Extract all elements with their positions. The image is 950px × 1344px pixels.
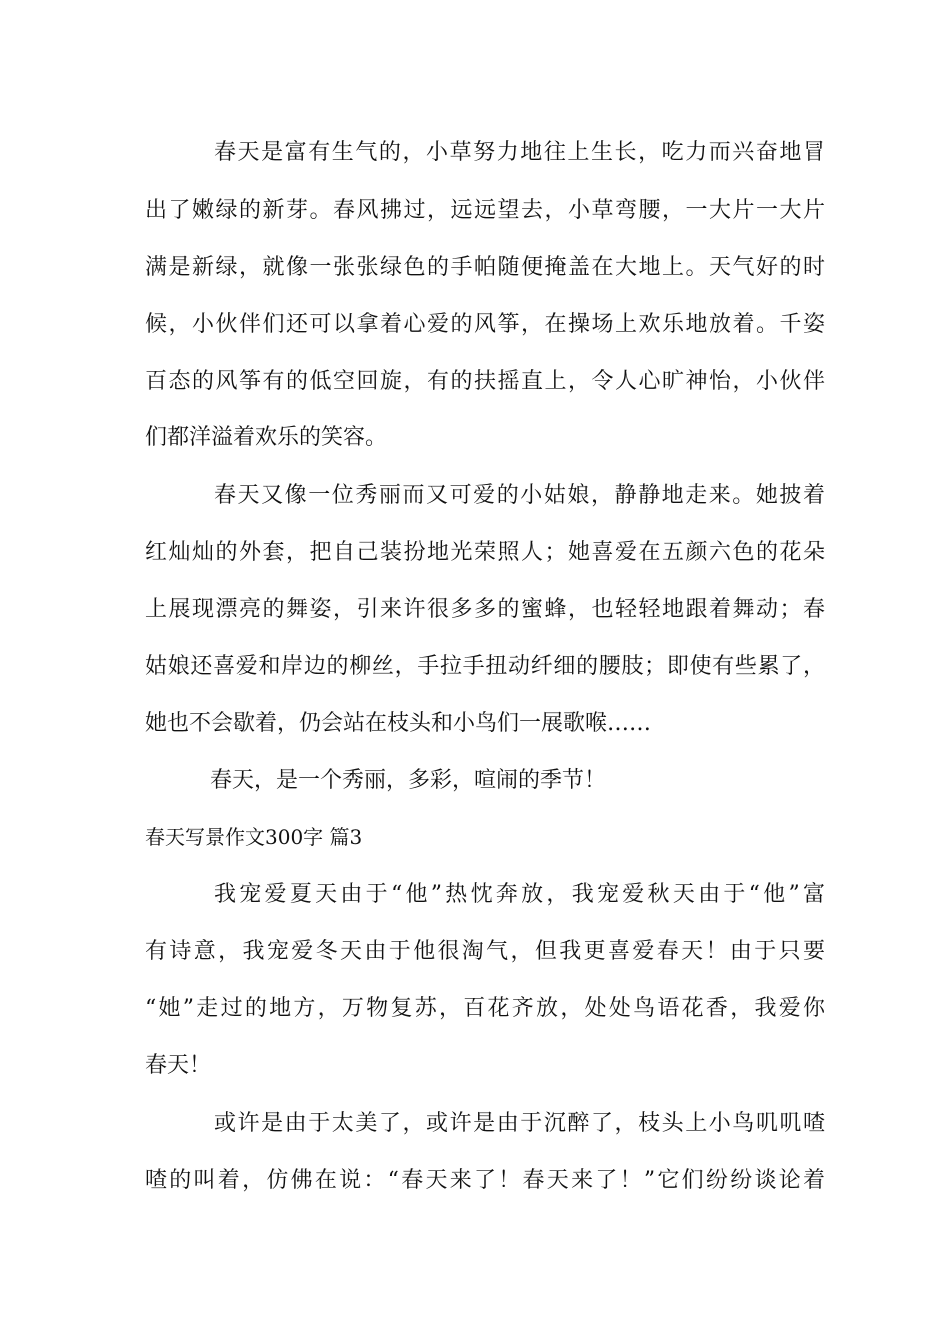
paragraph-line: 我宠爱夏天由于“他”热忱奔放，我宠爱秋天由于“他”富 bbox=[214, 882, 825, 907]
paragraph-line: 或许是由于太美了，或许是由于沉醉了，枝头上小鸟叽叽喳 bbox=[214, 1111, 825, 1136]
paragraph-line: 喳的叫着，仿佛在说：“春天来了！春天来了！”它们纷纷谈论着 bbox=[145, 1168, 825, 1193]
paragraph-line: “她”走过的地方，万物复苏，百花齐放，处处鸟语花香，我爱你 bbox=[145, 996, 825, 1021]
paragraph-line: 春天，是一个秀丽，多彩，喧闹的季节！ bbox=[210, 768, 607, 793]
paragraph-line: 候，小伙伴们还可以拿着心爱的风筝，在操场上欢乐地放着。千姿 bbox=[145, 312, 825, 337]
paragraph-line: 春天又像一位秀丽而又可爱的小姑娘，静静地走来。她披着 bbox=[214, 483, 825, 508]
paragraph-line: 有诗意，我宠爱冬天由于他很淘气，但我更喜爱春天！由于只要 bbox=[145, 939, 825, 964]
paragraph-line: 上展现漂亮的舞姿，引来许很多多的蜜蜂，也轻轻地跟着舞动；春 bbox=[145, 597, 825, 622]
paragraph-line: 春天！ bbox=[145, 1053, 212, 1078]
paragraph-line: 出了嫩绿的新芽。春风拂过，远远望去，小草弯腰，一大片一大片 bbox=[145, 198, 825, 223]
paragraph-line: 红灿灿的外套，把自己装扮地光荣照人；她喜爱在五颜六色的花朵 bbox=[145, 540, 825, 565]
paragraph-line: 们都洋溢着欢乐的笑容。 bbox=[145, 425, 388, 450]
paragraph-line: 百态的风筝有的低空回旋，有的扶摇直上，令人心旷神怡，小伙伴 bbox=[145, 369, 825, 394]
paragraph-line: 春天是富有生气的，小草努力地往上生长，吃力而兴奋地冒 bbox=[214, 140, 825, 165]
paragraph-line: 她也不会歇着，仍会站在枝头和小鸟们一展歌喉…… bbox=[145, 711, 652, 736]
section-heading: 春天写景作文300字 篇3 bbox=[145, 825, 363, 849]
paragraph-line: 满是新绿，就像一张张绿色的手帕随便掩盖在大地上。天气好的时 bbox=[145, 255, 825, 280]
paragraph-line: 姑娘还喜爱和岸边的柳丝，手拉手扭动纤细的腰肢；即使有些累了， bbox=[145, 654, 825, 679]
